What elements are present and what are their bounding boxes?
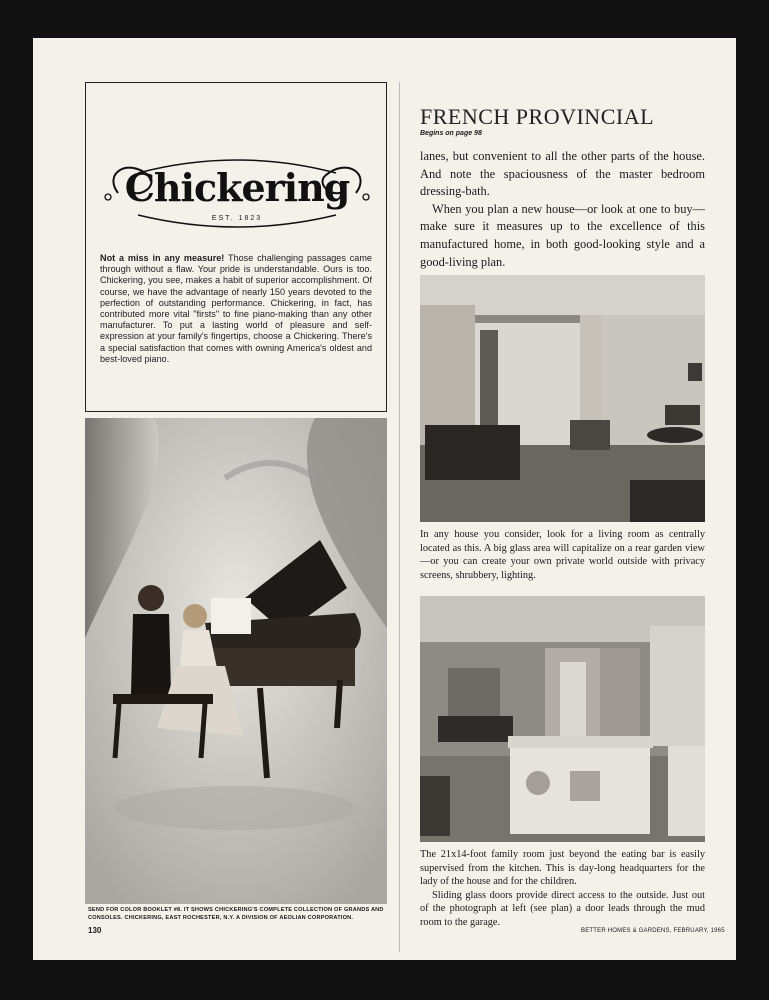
- logo-established: EST. 1823: [211, 215, 263, 222]
- family-room-caption: [420, 848, 705, 930]
- chickering-ad-box: [85, 82, 387, 412]
- magazine-page: [33, 38, 736, 960]
- article-body: [420, 148, 705, 271]
- ad-copy: [100, 253, 372, 365]
- piano-photo: [85, 418, 387, 904]
- article-title: FRENCH PROVINCIAL: [420, 104, 655, 129]
- article-subtitle: Begins on page 98: [420, 130, 482, 137]
- ad-body: Those challenging passages came through without a flaw. Your pride is understandable. Ours is too. Chickering, you see, makes a habit of superior accomplishment. Of course, we have the advantage of nearly 150 years devoted to the perfection of outstanding performance. Chickering, in fact, has contributed more vital "firsts" to fine piano-making than any other manufacturer. To put a lasting world of pleasure and self-expression at your family's fingertips, choose a Chickering. There's a special satisfaction that comes with owning America's oldest and best-loved piano.: [100, 253, 372, 364]
- caption-paragraph: Sliding glass doors provide direct access to the outside. Just out of the photograph at left (see plan) a door leads through the mud room to the garage.: [420, 889, 705, 928]
- chickering-logo: [98, 153, 376, 239]
- logo-wordmark: Chickering: [124, 165, 350, 210]
- column-divider: [399, 82, 400, 952]
- living-room-photo: [420, 275, 705, 522]
- magazine-footer: BETTER HOMES & GARDENS, FEBRUARY, 1965: [581, 928, 725, 934]
- family-room-photo: [420, 596, 705, 842]
- living-room-caption: In any house you consider, look for a living room as centrally located as this. A big glass area will capitalize on a rear garden view—or you can create your own private world outside with privacy screens, shrubbery, lighting.: [420, 529, 705, 581]
- ad-footer: SEND FOR COLOR BOOKLET #8. IT SHOWS CHICKERING'S COMPLETE COLLECTION OF GRANDS AND CONSOLES. CHICKERING, EAST ROCHESTER, N.Y. A DIVISION OF AEOLIAN CORPORATION.: [88, 907, 384, 921]
- ad-lead: Not a miss in any measure!: [100, 253, 225, 263]
- page-number: 130: [88, 926, 102, 935]
- caption-paragraph: The 21x14-foot family room just beyond the eating bar is easily supervised from the kitchen. This is day-long headquarters for the lady of the house and for the children.: [420, 849, 705, 888]
- article-paragraph: lanes, but convenient to all the other parts of the house. And note the spaciousness of the master bedroom dressing-bath.: [420, 149, 705, 199]
- article-paragraph: When you plan a new house—or look at one to buy—make sure it measures up to the excellence of this manufactured home, in both good-looking style and a good-living plan.: [420, 201, 705, 269]
